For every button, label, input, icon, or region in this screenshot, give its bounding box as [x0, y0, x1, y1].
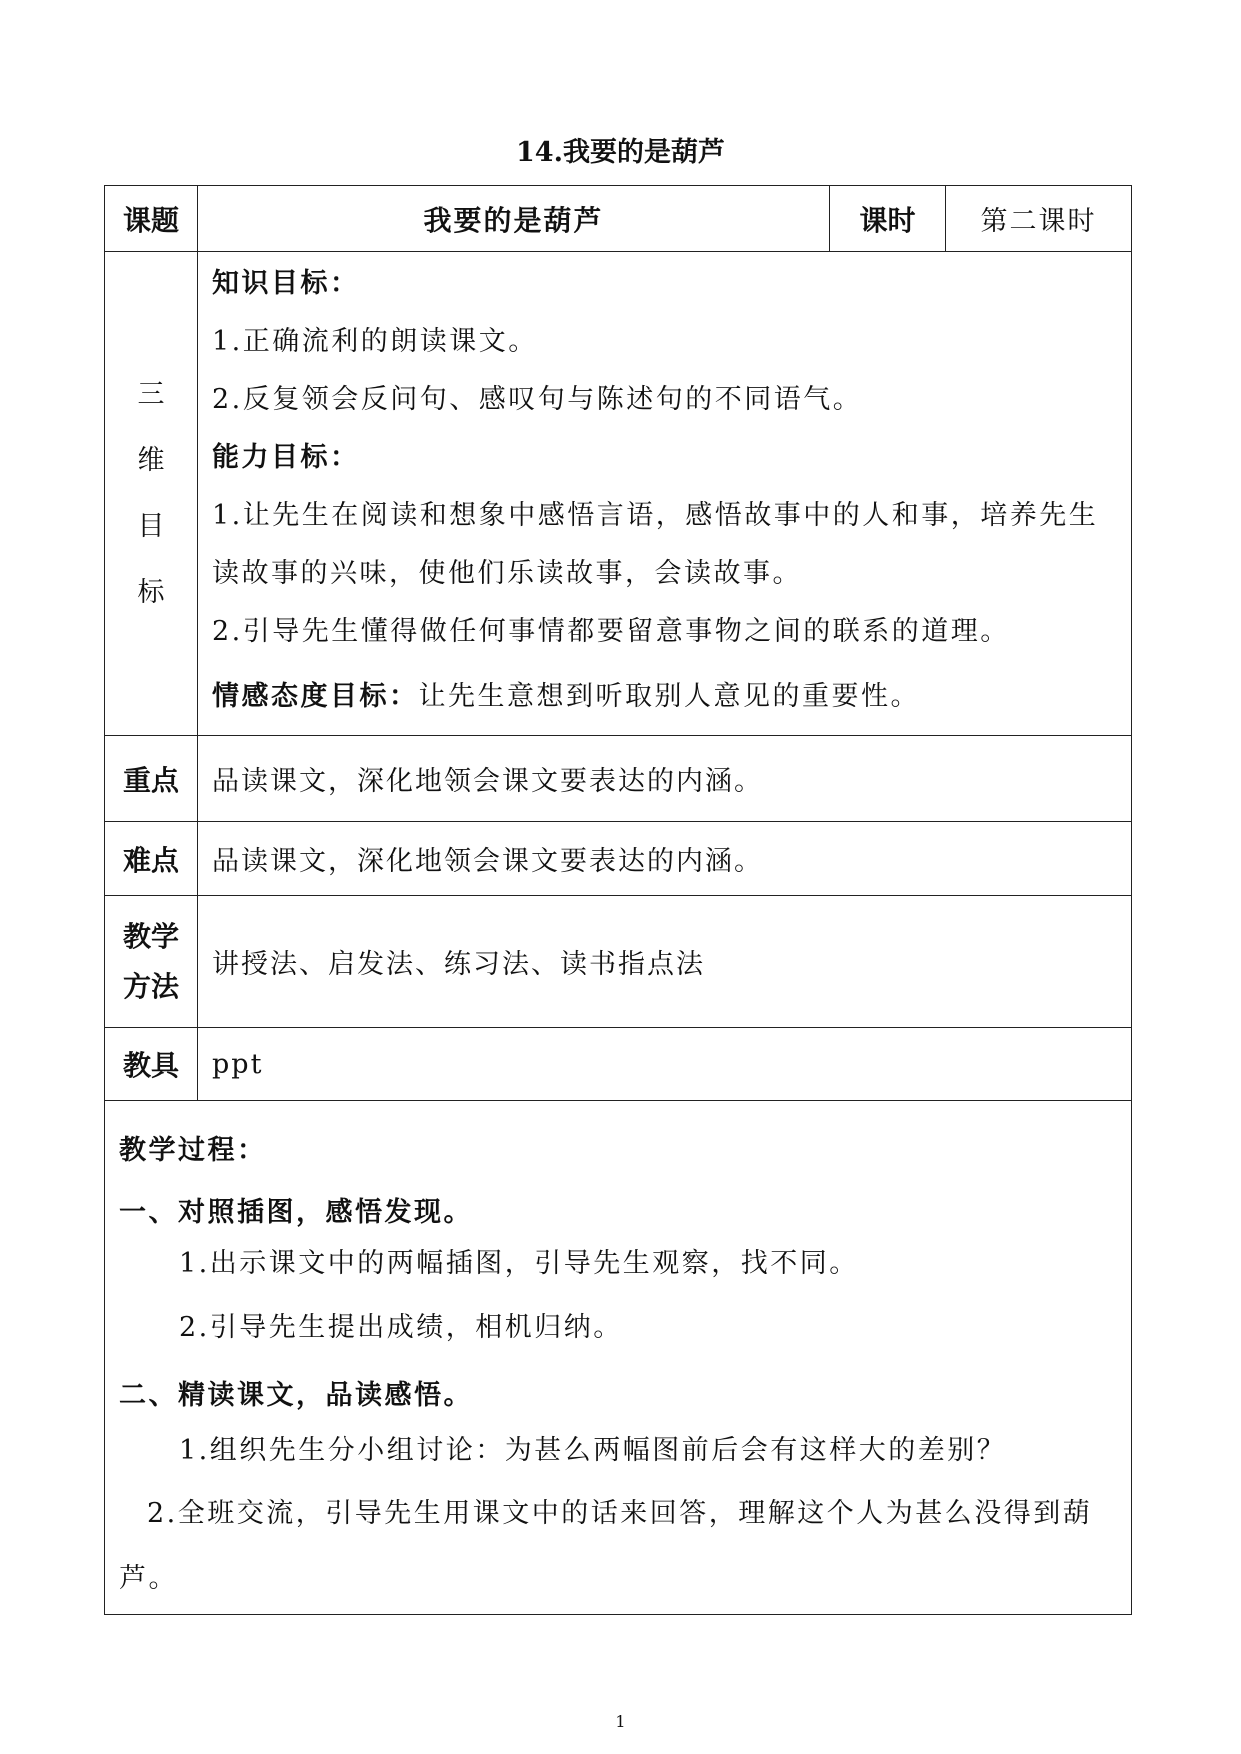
goals-content — [198, 252, 1132, 736]
knowledge-heading: 知识目标： — [212, 267, 360, 299]
page-number: 1 — [615, 1712, 626, 1731]
method-value: 讲授法、启发法、练习法、读书指点法 — [198, 896, 1132, 1028]
knowledge-item: 1.正确流利的朗读课文。 — [212, 325, 538, 357]
period-label: 课时 — [830, 186, 946, 252]
lesson-plan-table — [104, 185, 1132, 1615]
section2-item-line: 2.全班交流，引导先生用课文中的话来回答，理解这个人为甚么没得到葫 — [147, 1497, 1093, 1529]
ability-item-line: 读故事的兴味，使他们乐读故事，会读故事。 — [212, 557, 802, 589]
tools-label: 教具 — [105, 1028, 198, 1101]
process-heading: 教学过程： — [119, 1134, 267, 1166]
ability-heading: 能力目标： — [212, 441, 360, 473]
method-row — [105, 896, 1132, 1028]
process-row — [105, 1101, 1132, 1615]
method-label-cell — [105, 896, 198, 1028]
difficulty-row — [105, 822, 1132, 896]
goals-label-char: 标 — [137, 576, 165, 608]
section2-item-line: 芦。 — [119, 1562, 178, 1594]
knowledge-item: 2.反复领会反问句、感叹句与陈述句的不同语气。 — [212, 383, 863, 415]
section1-item: 1.出示课文中的两幅插图，引导先生观察，找不同。 — [179, 1247, 859, 1279]
key-point-value: 品读课文，深化地领会课文要表达的内涵。 — [198, 736, 1132, 822]
method-label: 方法 — [122, 969, 179, 1003]
method-label: 教学 — [122, 919, 179, 953]
goals-label-char: 三 — [137, 378, 165, 410]
emotion-heading: 情感态度目标： — [212, 680, 419, 712]
ability-item-line: 1.让先生在阅读和想象中感悟言语，感悟故事中的人和事，培养先生 — [212, 499, 1099, 531]
process-content — [105, 1101, 1132, 1615]
period-value: 第二课时 — [946, 186, 1132, 252]
page-title: 14.我要的是葫芦 — [516, 137, 725, 168]
goals-label-char: 目 — [137, 510, 165, 542]
section2-title: 二、精读课文，品读感悟。 — [119, 1379, 473, 1411]
section2-item: 1.组织先生分小组讨论：为甚么两幅图前后会有这样大的差别？ — [179, 1434, 1007, 1466]
tools-value: ppt — [198, 1028, 1132, 1101]
goals-label-char: 维 — [137, 444, 165, 476]
header-row — [105, 186, 1132, 252]
emotion-goal — [212, 661, 1121, 733]
key-point-label: 重点 — [105, 736, 198, 822]
topic-value: 我要的是葫芦 — [198, 186, 830, 252]
emotion-text: 让先生意想到听取别人意见的重要性。 — [418, 680, 920, 712]
topic-label: 课题 — [105, 186, 198, 252]
section1-title: 一、对照插图，感悟发现。 — [119, 1196, 473, 1228]
difficulty-value: 品读课文，深化地领会课文要表达的内涵。 — [198, 822, 1132, 896]
goals-row — [105, 252, 1132, 736]
key-point-row — [105, 736, 1132, 822]
ability-item: 2.引导先生懂得做任何事情都要留意事物之间的联系的道理。 — [212, 615, 1010, 647]
section1-item: 2.引导先生提出成绩，相机归纳。 — [179, 1311, 623, 1343]
goals-label-cell — [105, 252, 198, 736]
difficulty-label: 难点 — [105, 822, 198, 896]
tools-row — [105, 1028, 1132, 1101]
